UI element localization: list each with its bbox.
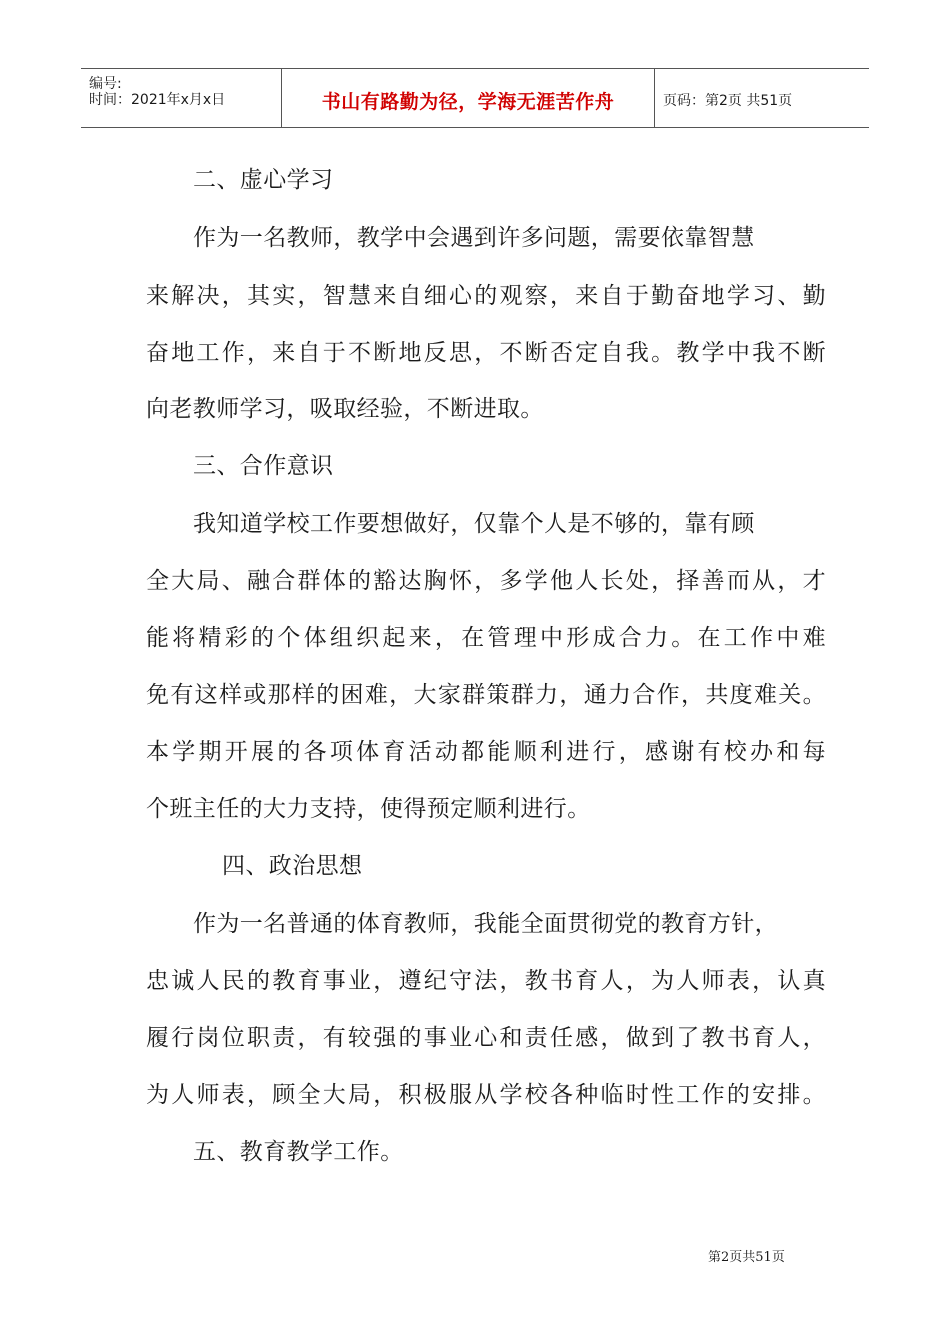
section-heading: 五、教育教学工作。: [193, 1139, 404, 1165]
document-number-label: 编号:: [89, 76, 122, 92]
page-footer-number: 第2页共51页: [708, 1250, 785, 1265]
header-page-number: 页码：第2页 共51页: [663, 93, 793, 109]
paragraph-line: 为人师表，顾全大局，积极服从学校各种临时性工作的安排。: [146, 1082, 826, 1108]
paragraph-line: 能将精彩的个体组织起来，在管理中形成合力。在工作中难: [146, 625, 826, 651]
page-header: [81, 68, 869, 128]
paragraph-line: 向老教师学习，吸取经验，不断进取。: [146, 396, 544, 422]
paragraph-line: 来解决，其实，智慧来自细心的观察，来自于勤奋地学习、勤: [146, 283, 826, 309]
paragraph-line: 个班主任的大力支持，使得预定顺利进行。: [146, 796, 591, 822]
paragraph-line: 作为一名教师，教学中会遇到许多问题，需要依靠智慧: [193, 225, 755, 251]
header-page-cell: [655, 69, 869, 127]
section-heading: 二、虚心学习: [193, 167, 334, 193]
header-motto: 书山有路勤为径，学海无涯苦作舟: [321, 91, 615, 113]
paragraph-line: 作为一名普通的体育教师，我能全面贯彻党的教育方针，: [193, 911, 778, 937]
header-motto-cell: [282, 69, 655, 127]
paragraph-line: 奋地工作，来自于不断地反思，不断否定自我。教学中我不断: [146, 340, 826, 366]
section-heading: 四、政治思想: [222, 853, 363, 879]
header-meta-cell: [81, 69, 282, 127]
paragraph-line: 本学期开展的各项体育活动都能顺利进行，感谢有校办和每: [146, 739, 826, 765]
paragraph-line: 忠诚人民的教育事业，遵纪守法，教书育人，为人师表，认真: [146, 968, 826, 994]
paragraph-line: 履行岗位职责，有较强的事业心和责任感，做到了教书育人，: [146, 1025, 826, 1051]
section-heading: 三、合作意识: [193, 453, 334, 479]
paragraph-line: 全大局、融合群体的豁达胸怀，多学他人长处，择善而从，才: [146, 568, 826, 594]
paragraph-line: 我知道学校工作要想做好，仅靠个人是不够的，靠有顾: [193, 511, 755, 537]
paragraph-line: 免有这样或那样的困难，大家群策群力，通力合作，共度难关。: [146, 682, 826, 708]
document-time-label: 时间：2021年x月x日: [89, 92, 226, 108]
